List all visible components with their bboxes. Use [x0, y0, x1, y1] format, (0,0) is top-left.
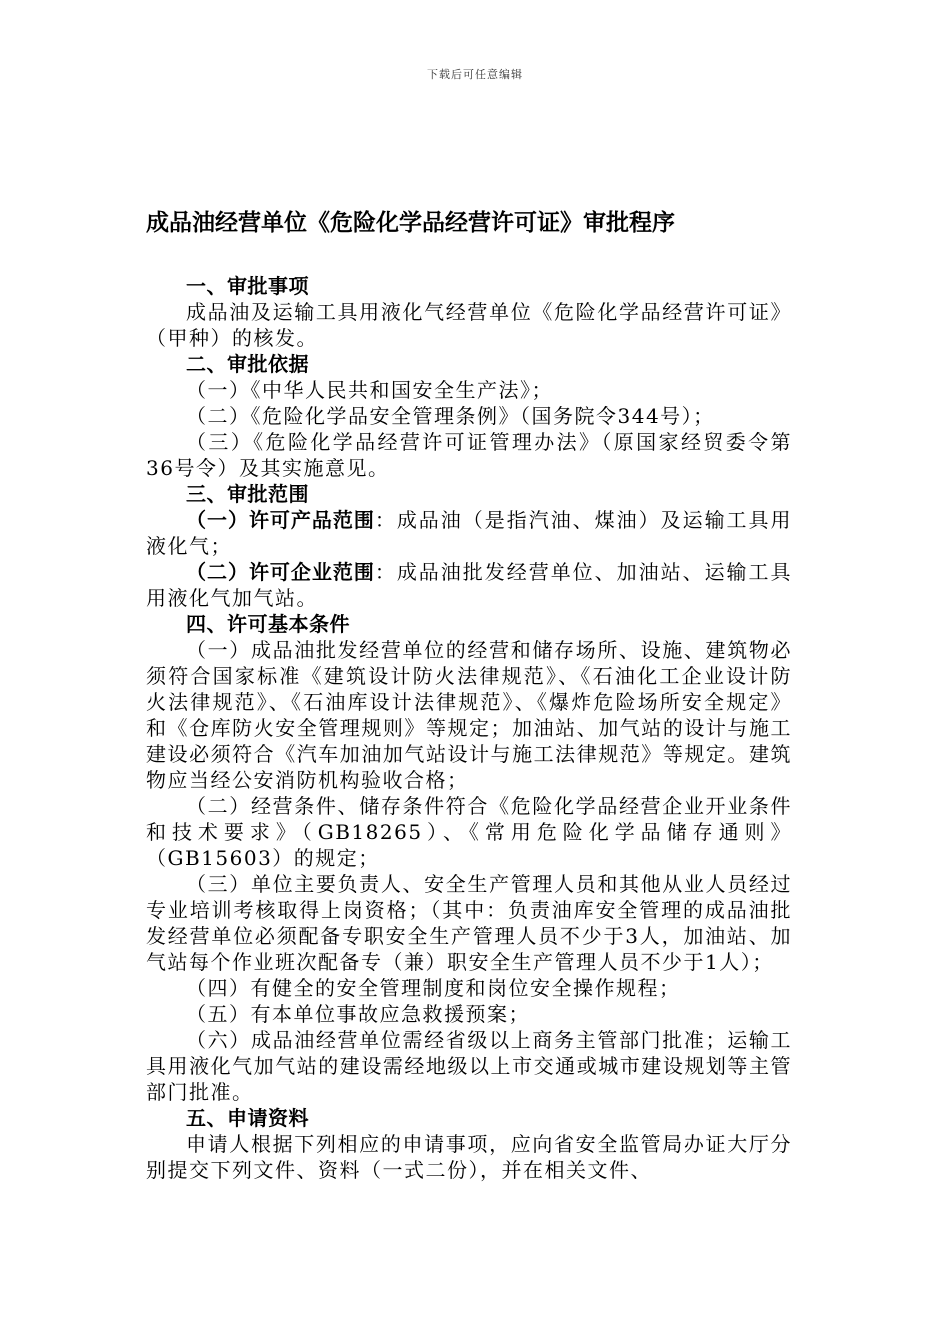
section-heading-approval-item: 一、审批事项: [186, 274, 309, 298]
paragraph: 申请人根据下列相应的申请事项，应向省安全监管局办证大厅分别提交下列文件、资料（一式二份），并在相关文件、: [146, 1132, 792, 1182]
section-heading-basic-conditions: 四、许可基本条件: [186, 612, 350, 636]
paragraph: （二）经营条件、储存条件符合《危险化学品经营企业开业条件和技术要求》（GB18265）、《常用危险化学品储存通则》（GB15603）的规定；: [146, 794, 792, 870]
paragraph: （一）《中华人民共和国安全生产法》；: [186, 378, 553, 402]
paragraph: （五）有本单位事故应急救援预案；: [186, 1002, 530, 1026]
paragraph-text: ：成品油（是指汽油、煤油）及运输工具用液化气；: [146, 508, 793, 558]
paragraph-text: ：成品油批发经营单位、加油站、运输工具用液化气加气站。: [146, 560, 793, 610]
document-body: [146, 273, 792, 1183]
paragraph: （四）有健全的安全管理制度和岗位安全操作规程；: [186, 976, 681, 1000]
paragraph: [146, 507, 792, 559]
paragraph: （三）单位主要负责人、安全生产管理人员和其他从业人员经过专业培训考核取得上岗资格；（其中：负责油库安全管理的成品油批发经营单位必须配备专职安全生产管理人员不少于3人，加油站、加气站每个作业班次配备专（兼）职安全生产管理人员不少于1人）；: [146, 872, 792, 974]
paragraph: （一）成品油批发经营单位的经营和储存场所、设施、建筑物必须符合国家标准《建筑设计防火法律规范》、《石油化工企业设计防火法律规范》、《石油库设计法律规范》、《爆炸危险场所安全规定》和《仓库防火安全管理规则》等规定；加油站、加气站的设计与施工建设必须符合《汽车加油加气站设计与施工法律规范》等规定。建筑物应当经公安消防机构验收合格；: [146, 638, 792, 792]
section-heading-approval-basis: 二、审批依据: [186, 352, 309, 376]
paragraph: [146, 559, 792, 611]
paragraph: （六）成品油经营单位需经省级以上商务主管部门批准；运输工具用液化气加气站的建设需经地级以上市交通或城市建设规划等主管部门批准。: [146, 1028, 792, 1104]
paragraph-lead: （一）许可产品范围: [186, 508, 375, 532]
paragraph: （三）《危险化学品经营许可证管理办法》（原国家经贸委令第36号令）及其实施意见。: [146, 430, 792, 480]
paragraph-lead: （二）许可企业范围: [186, 560, 375, 584]
document-title: 成品油经营单位《危险化学品经营许可证》审批程序: [146, 210, 675, 236]
section-heading-approval-scope: 三、审批范围: [186, 482, 309, 506]
paragraph: 成品油及运输工具用液化气经营单位《危险化学品经营许可证》（甲种）的核发。: [146, 300, 792, 350]
paragraph: （二）《危险化学品安全管理条例》（国务院令344号）；: [186, 404, 715, 428]
section-heading-application-materials: 五、申请资料: [186, 1106, 309, 1130]
header-note: 下载后可任意编辑: [427, 68, 523, 81]
